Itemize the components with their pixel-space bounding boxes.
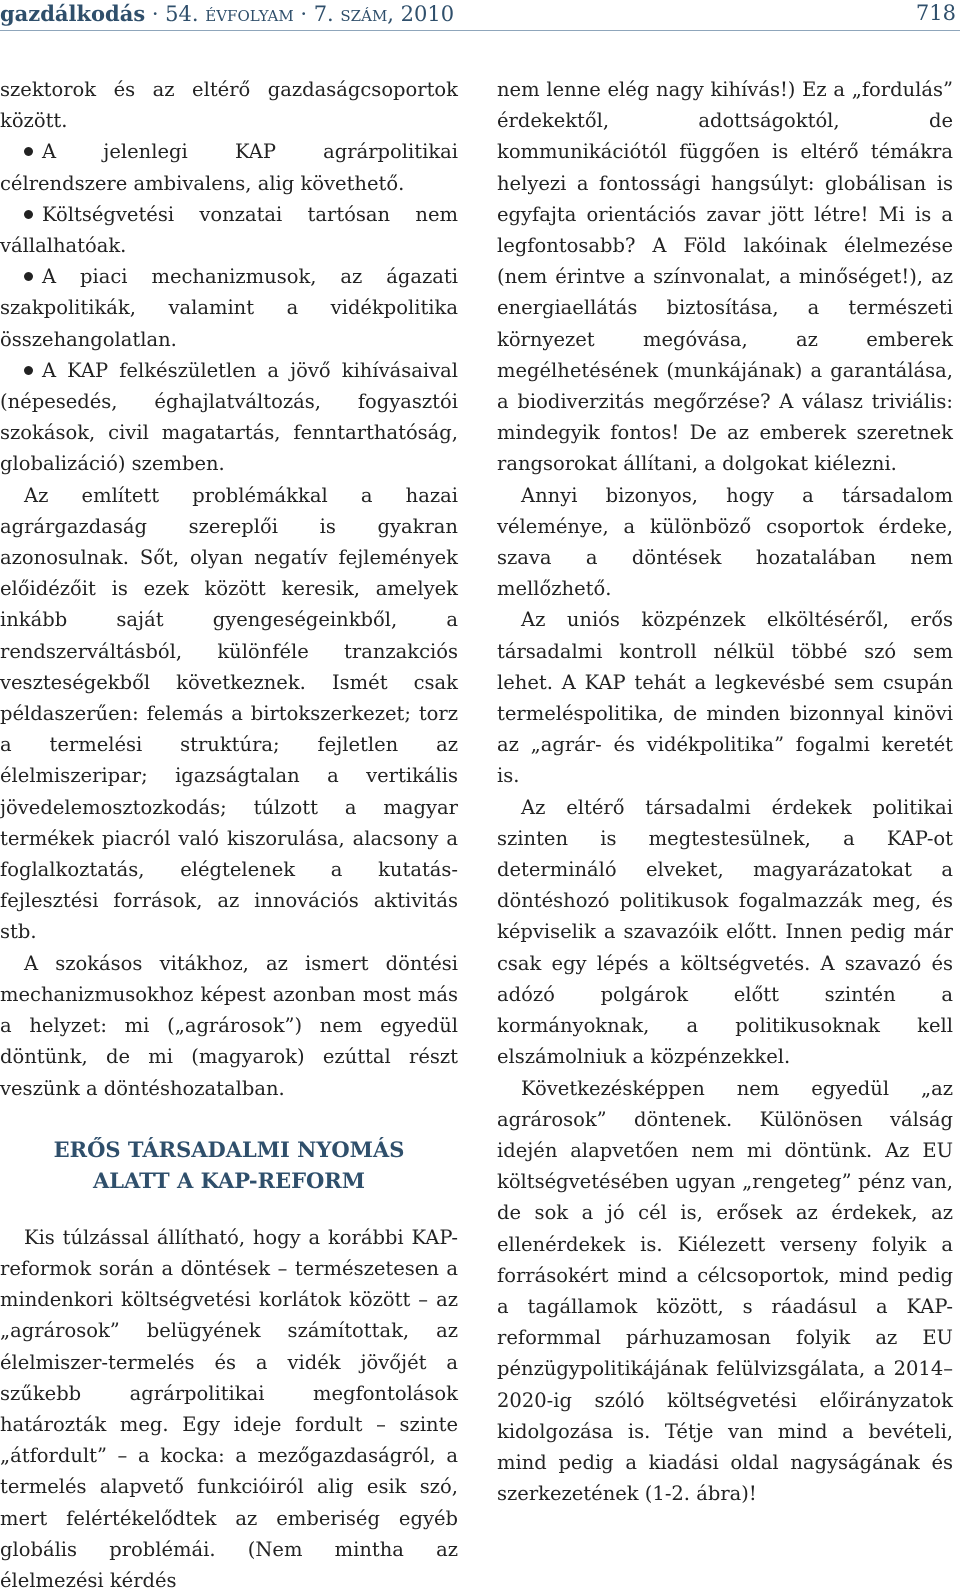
right-column bbox=[497, 74, 953, 1509]
bullet-item bbox=[0, 136, 458, 198]
body-paragraph: Annyi bizonyos, hogy a társadalom véleménye, a különböző csoportok érdeke, szava a döntések hozatalában nem mellőzhető. bbox=[497, 483, 953, 601]
journal-name: gazdálkodás bbox=[0, 1, 146, 26]
bullet-text: A piaci mechanizmusok, az ágazati szakpolitikák, valamint a vidékpolitika összehangolatlan. bbox=[0, 265, 458, 351]
page-number: 718 bbox=[915, 1, 956, 25]
bullet-item bbox=[0, 355, 458, 480]
body-paragraph: Az eltérő társadalmi érdekek politikai szinten is megtestesülnek, a KAP-ot determináló elveket, magyarázatokat a döntéshozó politikusok fogalmazzák meg, és képviselik a szavazóik előtt. Innen pedig már csak egy lépés a költségvetés. A szavazó és adózó polgárok előtt szintén a kormányoknak, a politikusoknak kell elszámolniuk a közpénzekkel. bbox=[497, 795, 953, 1069]
bullet-icon bbox=[24, 147, 33, 156]
section-heading bbox=[0, 1134, 458, 1196]
bullet-item bbox=[0, 199, 458, 261]
header-rule bbox=[0, 30, 960, 31]
bullet-icon bbox=[24, 366, 33, 375]
section-heading-line: ALATT A KAP-REFORM bbox=[92, 1167, 366, 1193]
running-head bbox=[0, 1, 454, 26]
bullet-item bbox=[0, 261, 458, 355]
bullet-icon bbox=[24, 272, 33, 281]
body-paragraph: Az uniós közpénzek elköltéséről, erős társadalmi kontroll nélkül többé szó sem lehet. A KAP tehát a legkevésbé sem csupán termeléspolitika, de minden bizonnyal kinövi az „agrár- és vidékpolitika” fogalmi keretét is. bbox=[497, 608, 953, 788]
bullet-icon bbox=[24, 210, 33, 219]
issue-info: · 54. évfolyam · 7. szám, 2010 bbox=[145, 2, 455, 26]
left-column bbox=[0, 74, 458, 1596]
body-paragraph: A szokásos vitákhoz, az ismert döntési mechanizmusokhoz képest azonban most más a helyzet: mi („agrárosok”) nem egyedül döntünk, de mi (magyarok) ezúttal részt veszünk a döntéshozatalban. bbox=[0, 951, 458, 1100]
body-paragraph: Következésképpen nem egyedül „az agrárosok” döntenek. Különösen válság idején alapvetően nem mi döntünk. Az EU költségvetésében ugyan „rengeteg” pénz van, de sok a jó cél is, erősek az érdekek, az ellenérdekek is. Kiélezett verseny folyik a forrásokért mind a célcsoportok, mind pedig a tagállamok között, s ráadásul a KAP-reformmal párhuzamosan folyik az EU pénzügypolitikájának felülvizsgálata, a 2014–2020-ig szóló költségvetési előirányzatok kidolgozása is. Tétje van mind a bevételi, mind pedig a kiadási oldal nagyságának és szerkezetének (1-2. ábra)! bbox=[497, 1076, 953, 1506]
bullet-text: A KAP felkészületlen a jövő kihívásaival (népesedés, éghajlatváltozás, fogyasztói szokások, civil magatartás, fenntarthatóság, globalizáció) szemben. bbox=[0, 358, 458, 476]
intro-text: szektorok és az eltérő gazdaságcsoportok között. bbox=[0, 78, 458, 133]
section-heading-line: ERŐS TÁRSADALMI NYOMÁS bbox=[53, 1136, 405, 1162]
body-paragraph: Az említett problémákkal a hazai agrárgazdaság szereplői is gyakran azonosulnak. Sőt, olyan negatív fejlemények előidézőit is ezek között keresik, amelyek inkább saját gyengeségeinkből, a rendszerváltásból, különféle tranzakciós veszteségekből következnek. Ismét csak példaszerűen: felemás a birtokszerkezet; torz a termelési struktúra; fejletlen az élelmiszeripar; igazságtalan a vertikális jövedelemosztozkodás; túlzott a magyar termékek piacról való kiszorulása, alacsony a foglalkoztatás, elégtelenek a kutatás-fejlesztési források, az innovációs aktivitás stb. bbox=[0, 483, 458, 944]
body-paragraph: Kis túlzással állítható, hogy a korábbi KAP-reformok során a döntések – természetesen a mindenkori költségvetési korlátok között – az „agrárosok” belügyének számítottak, az élelmiszer-termelés és a vidék jövőjét a szűkebb agrárpolitikai megfontolások határozták meg. Egy ideje fordult – szinte „átfordult” – a kocka: a mezőgazdaságról, a termelés alapvető funkcióiról alig esik szó, mert felértékelődtek az emberiség egyéb globális problémái. (Nem mintha az élelmezési kérdés bbox=[0, 1225, 458, 1592]
body-paragraph: nem lenne elég nagy kihívás!) Ez a „fordulás” érdekektől, adottságoktól, de kommunikációtól függően is eltérő témákra helyezi a fontossági hangsúlyt: globálisan is egyfajta orientációs zavar jött létre! Mi is a legfontosabb? A Föld lakóinak élelmezése (nem érintve a színvonalat, a minőséget!), az energiaellátás biztosítása, a természeti környezet megóvása, az emberek megélhetésének (munkájának) a garantálása, a biodiverzitás megőrzése? A válasz triviális: mindegyik fontos! De az emberek szeretnek rangsorokat állítani, a dolgokat kiélezni. bbox=[497, 78, 953, 476]
bullet-text: Költségvetési vonzatai tartósan nem vállalhatóak. bbox=[0, 202, 458, 258]
page-header bbox=[0, 0, 960, 34]
bullet-text: A jelenlegi KAP agrárpolitikai célrendszere ambivalens, alig követhető. bbox=[0, 140, 458, 195]
